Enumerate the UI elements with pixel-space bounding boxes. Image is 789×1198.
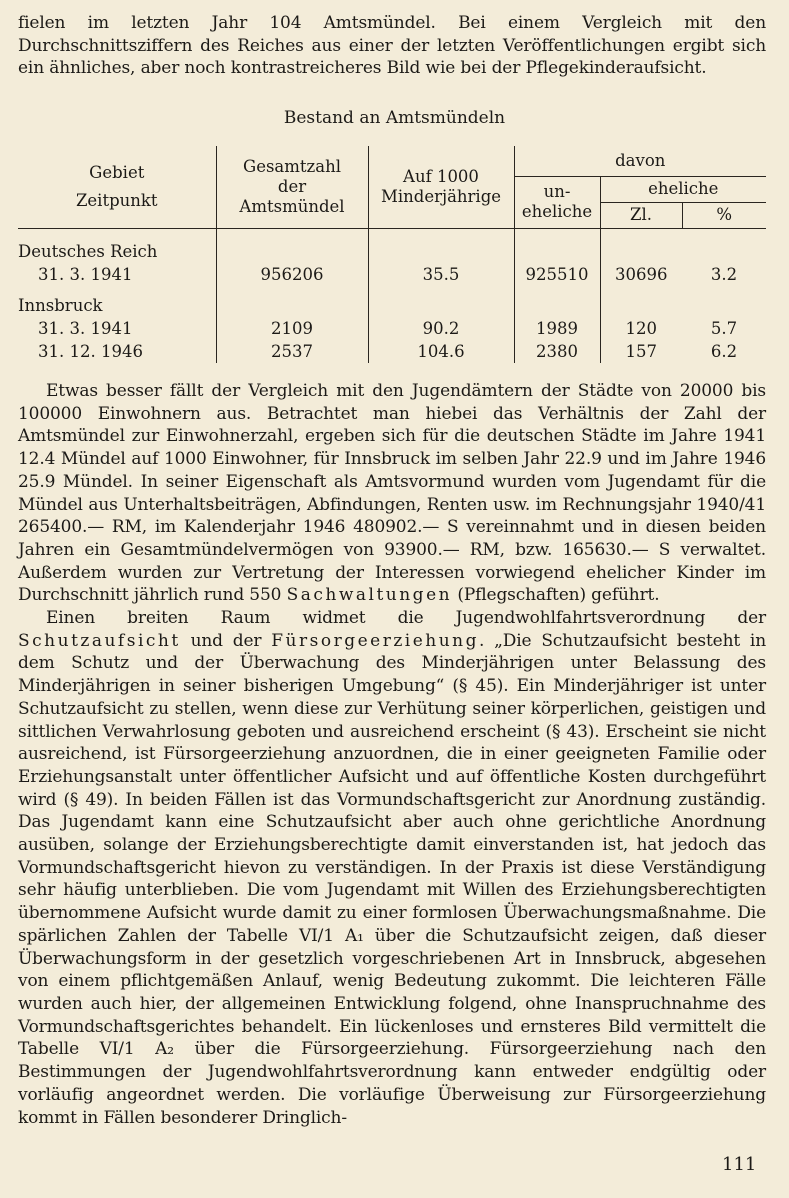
spaced-term-schutzaufsicht: Schutzaufsicht [18, 630, 181, 651]
row-ehel-zl: 120 [600, 317, 682, 340]
spaced-term-fuersorgeerziehung: Fürsorgeerziehung [271, 630, 480, 651]
header-zl: Zl. [600, 202, 682, 228]
header-unehelich-line1: un- [543, 182, 571, 201]
header-pct: % [682, 202, 766, 228]
header-davon: davon [514, 146, 766, 176]
row-ehel-zl: 30696 [600, 263, 682, 286]
group-row-innsbruck [18, 294, 766, 317]
row-date: 31. 3. 1941 [38, 265, 133, 284]
row-ehel-pct: 6.2 [710, 342, 738, 361]
header-unehelich [514, 176, 600, 228]
body-text [18, 380, 766, 1129]
page-number: 111 [722, 1154, 757, 1175]
intro-paragraph [18, 12, 766, 80]
paragraph-1-text: Etwas besser fällt der Vergleich mit den Jugendämtern der Städte von 20000 bis 100000 Einwohnern aus. Betrachtet man hiebei das Verhältnis der Zahl der Amtsmündel zur Einwohnerzahl, ergeben sich für die deutschen Städte im Jahre 1941 12.4 Mündel auf 1000 Einwohner, für Innsbruck im selben Jahr 22.9 und im Jahre 1946 25.9 Mündel. In seiner Eigenschaft als Amtsvormund wurden vom Jugendamt für die Mündel aus Unterhaltsbeiträgen, Abfindungen, Renten usw. im Rechnungsjahr 1940/41 265400.— RM, im Kalenderjahr 1946 480902.— S vereinnahmt und in diesen beiden Jahren ein Gesamtmündelvermögen von 93900.— RM, bzw. 165630.— S verwaltet. Außerdem wurden zur Vertretung der Interessen vorwiegend ehelicher Kinder im Durchschnitt jährlich rund 550 [18, 381, 766, 606]
row-per1000: 90.2 [368, 317, 514, 340]
header-gebiet [18, 146, 216, 228]
table-row [18, 340, 766, 363]
row-unehel: 925510 [514, 263, 600, 286]
row-per1000: 104.6 [368, 340, 514, 363]
paragraph-2-rest: . „Die Schutzaufsicht besteht in dem Schutz und der Überwachung des Minderjährigen unter Belassung des Minderjährigen in seiner bisherigen Umgebung“ (§ 45). Ein Minderjähriger ist unter Schutzaufsicht zu stellen, wenn diese zur Verhütung seiner körperlichen, geistigen und sittlichen Verwahrlosung geboten und ausreichend erscheint (§ 43). Erscheint sie nicht ausreichend, ist Fürsorgeerziehung anzuordnen, die in einer geeigneten Familie oder Erziehungsanstalt unter öffentlicher Aufsicht und auf öffentliche Kosten durchgeführt wird (§ 49). In beiden Fällen ist das Vormundschaftsgericht zur Anordnung zuständig. Das Jugendamt kann eine Schutzaufsicht aber auch ohne gerichtliche Anordnung ausüben, solange der Erziehungsberechtigte damit einverstanden ist, hat jedoch das Vormundschaftsgericht hievon zu verständigen. In der Praxis ist diese Verständigung sehr häufig unterblieben. Die vom Jugendamt mit Willen des Erziehungsberechtigten übernommene Aufsicht wurde damit zu einer formlosen Überwachungsmaßnahme. Die spärlichen Zahlen der Tabelle VI/1 A₁ über die Schutzaufsicht zeigen, daß dieser Überwachungsform in der gesetzlich vorgeschriebenen Art in Innsbruck, abgesehen von einem pflichtgemäßen Anlauf, wenig Bedeutung zukommt. Die leichteren Fälle wurden auch hier, der allgemeinen Entwicklung folgend, ohne Inanspruchnahme des Vormundschaftsgerichtes behandelt. Ein lückenloses und ernsteres Bild vermittelt die Tabelle VI/1 A₂ über die Fürsorgeerziehung. Fürsorgeerziehung nach den Bestimmungen der Jugendwohlfahrtsverordnung kann entweder endgültig oder vorläufig angeordnet werden. Die vorläufige Überweisung zur Fürsorgeerziehung kommt in Fällen besonderer Dringlich- [18, 630, 766, 1128]
row-per1000: 35.5 [368, 263, 514, 286]
paragraph-1 [18, 380, 766, 607]
paragraph-2 [18, 607, 766, 1129]
header-gesamtzahl-line1: Gesamtzahl [243, 156, 341, 176]
group-label-innsbruck: Innsbruck [18, 296, 103, 315]
table-row [18, 317, 766, 340]
header-gesamtzahl-line2: der [277, 176, 307, 196]
header-auf-1000 [368, 146, 514, 228]
row-total: 956206 [216, 263, 368, 286]
group-row-reich [18, 240, 766, 263]
header-auf-1000-line1: Auf 1000 [403, 166, 479, 186]
header-gesamtzahl-line3: Amtsmündel [239, 196, 345, 216]
header-gesamtzahl [216, 146, 368, 228]
row-ehel-pct: 5.7 [710, 319, 738, 338]
header-ehelich: eheliche [600, 176, 766, 202]
row-total: 2537 [216, 340, 368, 363]
paragraph-1-end: (Pflegschaften) geführt. [457, 585, 660, 606]
spaced-term-sachwaltungen: Sachwaltungen [286, 585, 453, 606]
paragraph-2-start: Einen breiten Raum widmet die Jugendwohlfahrtsverordnung der [46, 608, 766, 629]
header-auf-1000-line2: Minderjährige [380, 186, 502, 206]
row-ehel-zl: 157 [600, 340, 682, 363]
row-date: 31. 12. 1946 [38, 342, 143, 361]
table-caption: Bestand an Amtsmündeln [283, 108, 506, 128]
header-gebiet-label: Gebiet [89, 162, 145, 182]
group-label-reich: Deutsches Reich [18, 242, 158, 261]
row-unehel: 2380 [514, 340, 600, 363]
row-total: 2109 [216, 317, 368, 340]
paragraph-2-connector: und der [190, 630, 262, 651]
row-unehel: 1989 [514, 317, 600, 340]
row-ehel-pct: 3.2 [710, 265, 738, 284]
intro-text: fielen im letzten Jahr 104 Amtsmündel. Bei einem Vergleich mit den Durchschnittsziffern des Reiches aus einer der letzten Veröffentlichungen ergibt sich ein ähnliches, aber noch kontrastreicheres Bild wie bei der Pflegekinderaufsicht. [18, 13, 766, 79]
header-unehelich-line2: eheliche [521, 202, 593, 221]
table-row [18, 263, 766, 286]
amtsmuendel-table [18, 146, 766, 363]
header-zeitpunkt-label: Zeitpunkt [75, 190, 158, 210]
row-date: 31. 3. 1941 [38, 319, 133, 338]
